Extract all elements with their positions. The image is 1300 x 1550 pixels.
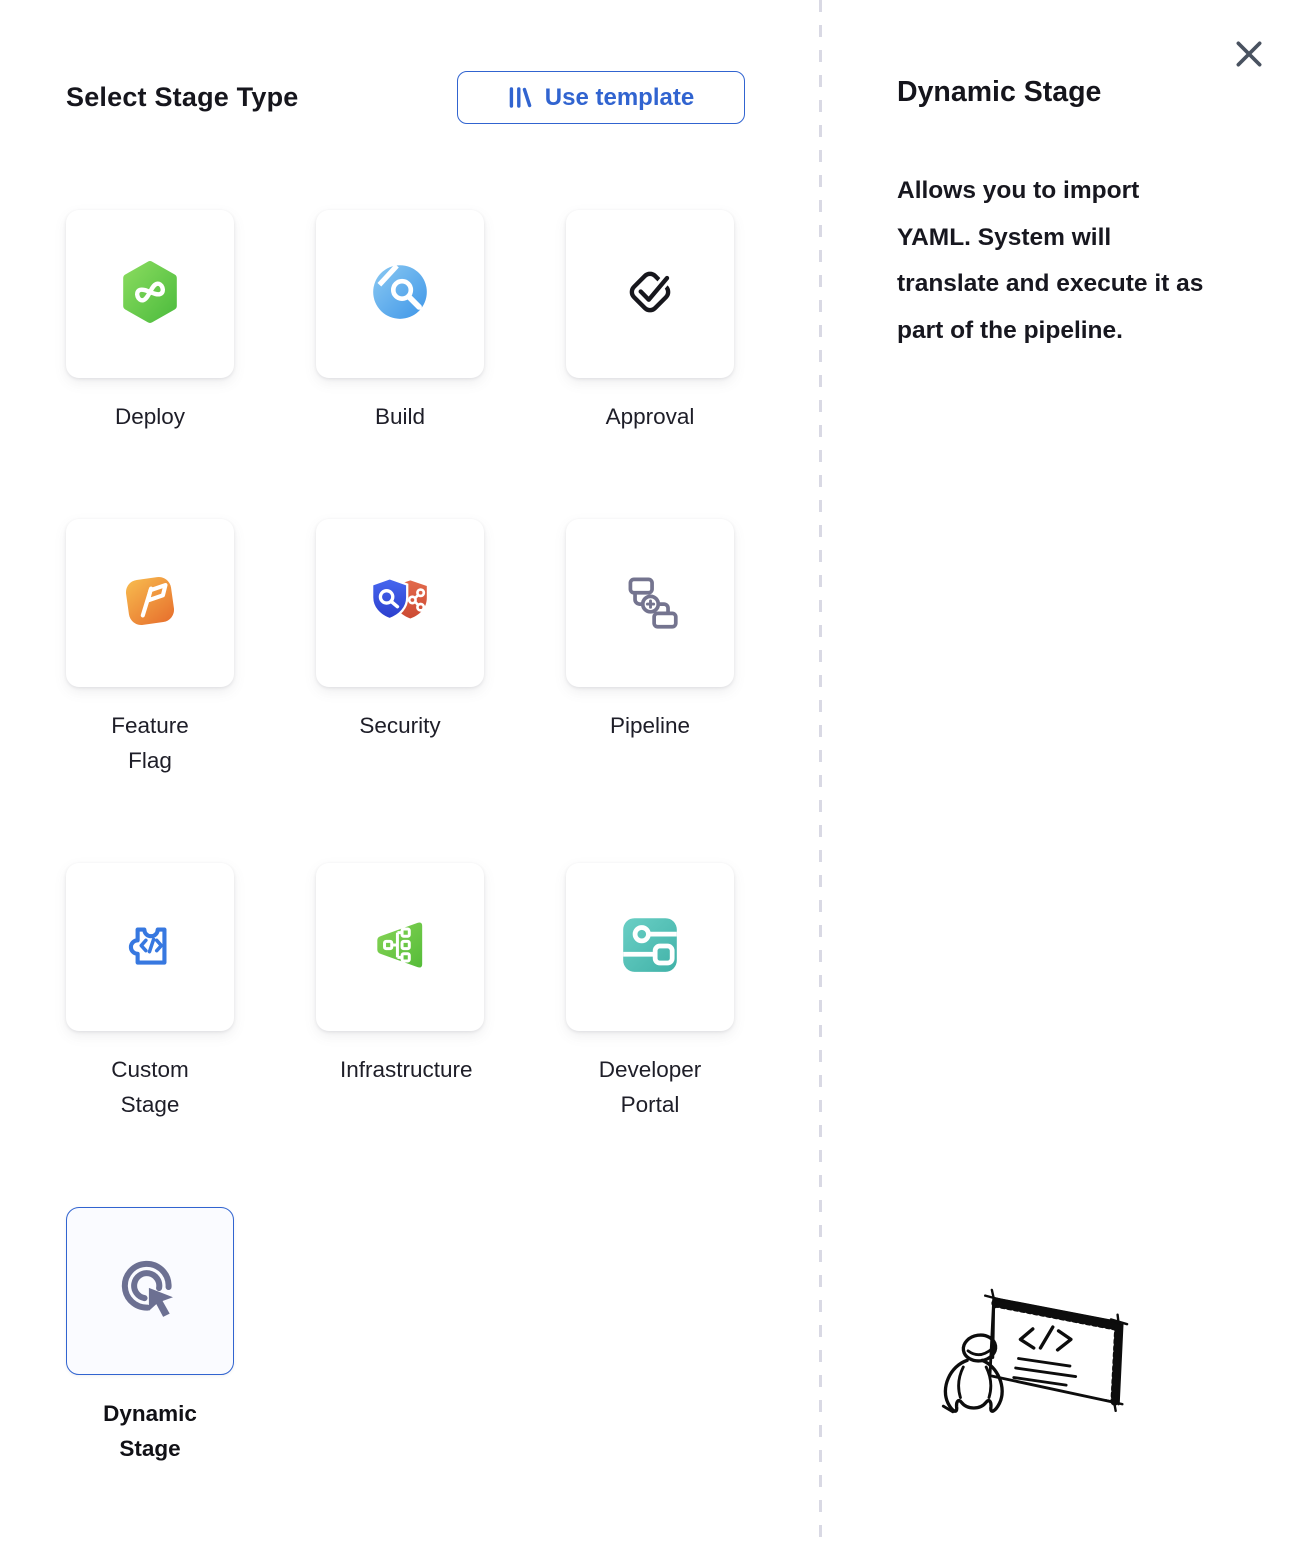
stage-card-developer-portal[interactable] [566, 863, 734, 1031]
developer-portal-sliders-icon [617, 912, 683, 983]
panel-divider [819, 0, 822, 1550]
stage-cell-dynamic-stage [66, 1207, 234, 1466]
stage-cell-pipeline [566, 519, 734, 778]
stage-label-feature-flag: Feature Flag [111, 713, 189, 773]
use-template-label: Use template [544, 83, 695, 111]
detail-panel-description: Allows you to import YAML. System will translate and execute it as part of the pipeline. [897, 177, 1204, 344]
stage-card-dynamic-stage[interactable] [66, 1207, 234, 1375]
feature-flag-icon [117, 568, 183, 639]
stage-cell-feature-flag [66, 519, 234, 778]
stage-cell-deploy [66, 210, 234, 434]
stage-label-build: Build [374, 404, 426, 429]
stage-cell-build [316, 210, 484, 434]
stage-card-infrastructure[interactable] [316, 863, 484, 1031]
use-template-button[interactable] [457, 71, 745, 124]
pipeline-nodes-icon [617, 568, 683, 639]
stage-label-custom-stage: Custom Stage [111, 1057, 189, 1117]
stage-type-grid [66, 210, 734, 1466]
presenter-board-illustration [925, 1268, 1173, 1473]
stage-cell-infrastructure [316, 863, 484, 1122]
deploy-hexagon-infinity-icon [117, 259, 183, 330]
detail-panel-title: Dynamic Stage [897, 76, 1102, 108]
page-title: Select Stage Type [66, 82, 299, 112]
stage-cell-approval [566, 210, 734, 434]
stage-card-build[interactable] [316, 210, 484, 378]
security-shields-icon [367, 568, 433, 639]
stage-label-deploy: Deploy [114, 404, 186, 429]
stage-label-security: Security [359, 713, 441, 738]
stage-card-custom-stage[interactable] [66, 863, 234, 1031]
close-icon [1233, 38, 1265, 70]
stage-card-security[interactable] [316, 519, 484, 687]
approval-check-diamond-icon [617, 259, 683, 330]
infrastructure-network-icon [367, 912, 433, 983]
custom-stage-code-icon [117, 912, 183, 983]
stage-card-pipeline[interactable] [566, 519, 734, 687]
stage-label-approval: Approval [605, 404, 695, 429]
stage-label-infrastructure: Infrastructure [340, 1057, 473, 1082]
stage-card-feature-flag[interactable] [66, 519, 234, 687]
stage-label-developer-portal: Developer Portal [598, 1057, 702, 1117]
stage-label-dynamic-stage: Dynamic Stage [103, 1401, 197, 1461]
close-button[interactable] [1230, 35, 1268, 73]
stage-cell-security [316, 519, 484, 778]
dynamic-stage-click-icon [115, 1254, 185, 1329]
stage-cell-developer-portal [566, 863, 734, 1122]
stage-label-pipeline: Pipeline [609, 713, 691, 738]
build-search-circle-icon [367, 259, 433, 330]
template-library-icon [508, 86, 533, 109]
stage-card-approval[interactable] [566, 210, 734, 378]
stage-cell-custom-stage [66, 863, 234, 1122]
stage-card-deploy[interactable] [66, 210, 234, 378]
